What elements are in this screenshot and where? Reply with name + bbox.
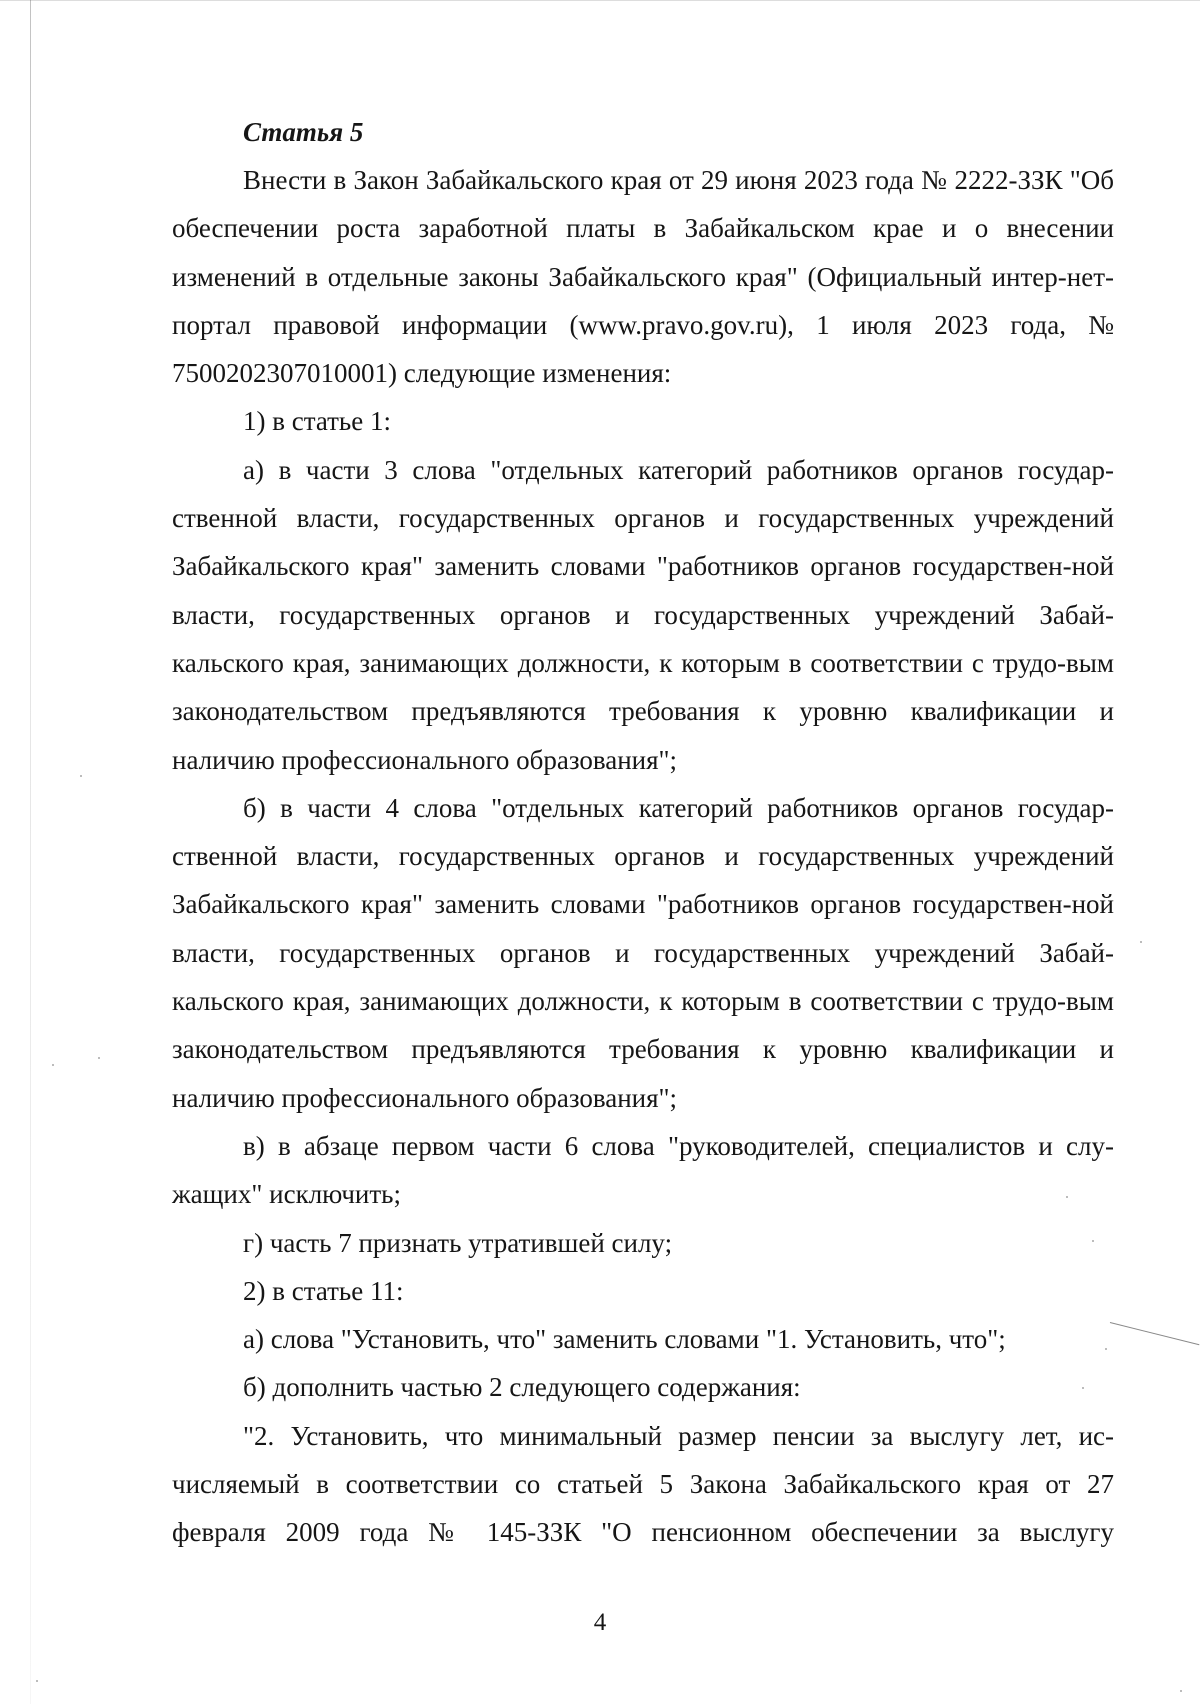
scan-speck [1082, 1387, 1084, 1389]
scan-speck [52, 1064, 54, 1066]
scan-speck [1066, 1196, 1068, 1198]
paragraph: а) в части 3 слова "отдельных категорий работников органов государ-ственной власти, государственных органов и государственных учреждений Забайкальского края" заменить словами "работников органов государствен-ной власти, государственных органов и государственных учреждений Забай-кальского края, занимающих должности, к которым в соответствии с трудо-вым законодательством предъявляются требования к уровню квалификации и наличию профессионального образования"; [172, 454, 1114, 775]
scan-edge-top [0, 0, 1200, 1]
paragraph: б) дополнить частью 2 следующего содержания: [243, 1372, 801, 1403]
paragraph: "2. Установить, что минимальный размер пенсии за выслугу лет, ис-числяемый в соответствии со статьей 5 Закона Забайкальского края от 27 февраля 2009 года № 145-ЗЗК "О пенсионном обеспечении за выслугу [172, 1420, 1114, 1548]
paragraph: г) часть 7 признать утратившей силу; [243, 1227, 673, 1258]
article-heading: Статья 5 [243, 117, 364, 147]
paragraph: 2) в статье 11: [243, 1275, 404, 1306]
page-number: 4 [593, 1609, 607, 1636]
scan-speck [1180, 1690, 1182, 1692]
paragraph: Внести в Закон Забайкальского края от 29 июня 2023 года № 2222-ЗЗК "Об обеспечении роста заработной платы в Забайкальском крае и о внесении изменений в отдельные законы Забайкальского края" (Официальный интер-нет-портал правовой информации (www.pravo.gov.ru), 1 июля 2023 года, № 7500202307010001) следующие изменения: [172, 165, 1114, 389]
paragraph: в) в абзаце первом части 6 слова "руководителей, специалистов и слу-жащих" исключить; [172, 1130, 1114, 1210]
scan-speck [80, 775, 82, 777]
paragraph: а) слова "Установить, что" заменить словами "1. Установить, что"; [243, 1324, 1006, 1355]
scan-scratch [1110, 1322, 1200, 1345]
paragraph: б) в части 4 слова "отдельных категорий работников органов государ-ственной власти, государственных органов и государственных учреждений Забайкальского края" заменить словами "работников органов государствен-ной власти, государственных органов и государственных учреждений Забай-кальского края, занимающих должности, к которым в соответствии с трудо-вым законодательством предъявляются требования к уровню квалификации и наличию профессионального образования"; [172, 792, 1114, 1113]
scan-speck [1105, 1348, 1107, 1350]
paragraph: 1) в статье 1: [243, 406, 391, 437]
scan-edge-left [30, 0, 31, 1704]
scan-speck [1140, 941, 1142, 943]
document-body [172, 108, 1114, 1557]
scan-speck [36, 1680, 38, 1682]
scan-speck [98, 1057, 100, 1059]
scan-speck [1092, 1240, 1094, 1242]
